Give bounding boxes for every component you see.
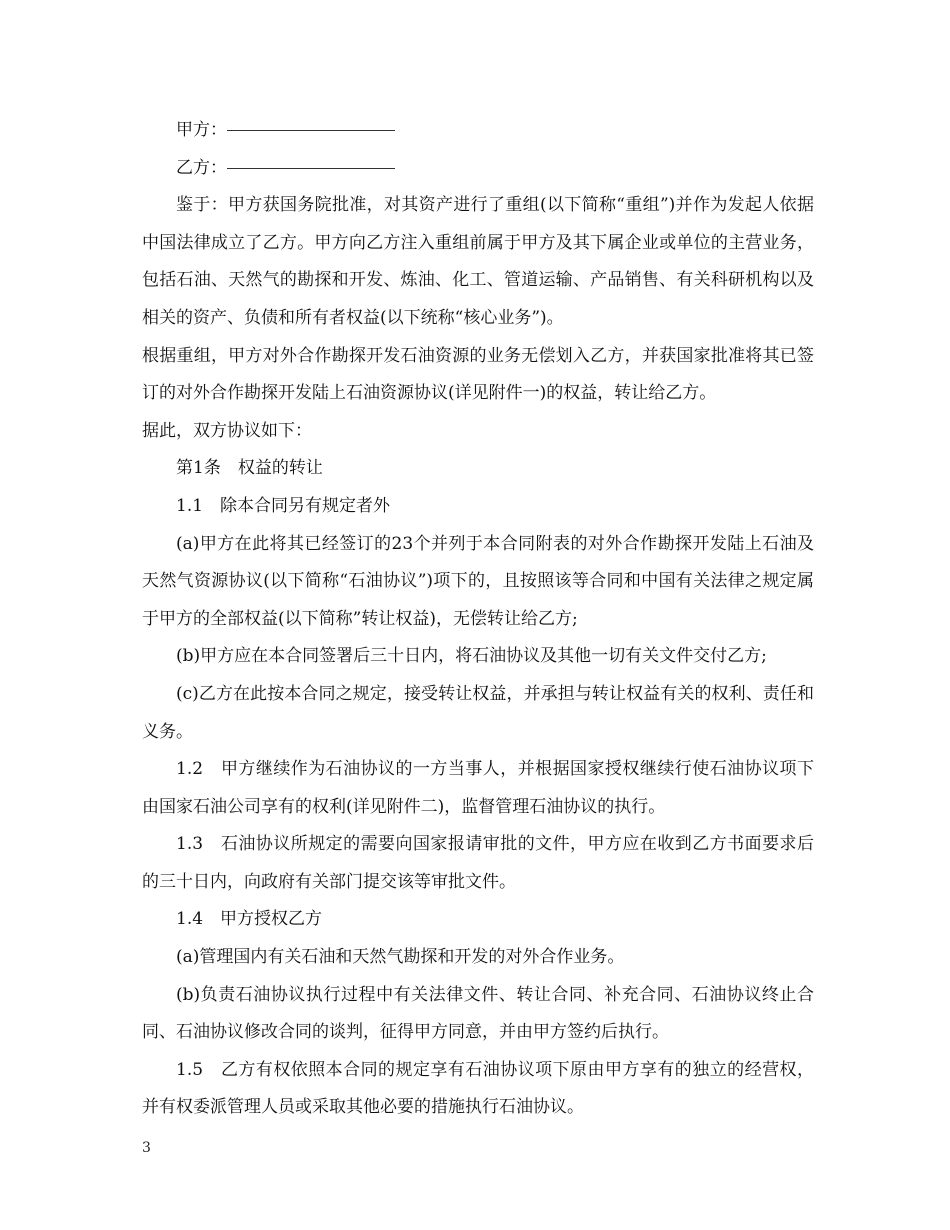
clause-1-1-b: (b)甲方应在本合同签署后三十日内，将石油协议及其他一切有关文件交付乙方; — [176, 646, 767, 667]
clause-1-3: 1.3 石油协议所规定的需要向国家报请审批的文件，甲方应在收到乙方书面要求后的三十日内，向政府有关部门提交该等审批文件。 — [142, 834, 814, 892]
clause-1-4-a: (a)管理国内有关石油和天然气勘探和开发的对外合作业务。 — [176, 947, 625, 968]
clause-1-1-c: (c)乙方在此按本合同之规定，接受转让权益，并承担与转让权益有关的权利、责任和义务。 — [142, 683, 814, 742]
party-a-label: 甲方： — [176, 120, 227, 140]
clause-1-1: 1.1 除本合同另有规定者外 — [176, 495, 391, 516]
party-b-label: 乙方： — [176, 157, 227, 178]
party-a-line — [142, 112, 814, 150]
paragraph-agreement-intro: 据此，双方协议如下： — [142, 420, 312, 441]
party-b-blank — [227, 167, 395, 169]
article-1-heading: 第1条 权益的转让 — [176, 458, 323, 479]
page-number: 3 — [142, 1140, 151, 1156]
clause-1-4-b: (b)负责石油协议执行过程中有关法律文件、转让合同、补充合同、石油协议终止合同、石油协议修改合同的谈判，征得甲方同意，并由甲方签约后执行。 — [142, 984, 814, 1043]
party-a-blank — [227, 129, 395, 131]
clause-1-1-a: (a)甲方在此将其已经签订的23个并列于本合同附表的对外合作勘探开发陆上石油及天然气资源协议(以下简称“石油协议”)项下的，且按照该等合同和中国有关法律之规定属于甲方的全部权益(以下简称”转让权益)，无偿转让给乙方; — [142, 533, 814, 629]
party-b-line — [142, 150, 814, 188]
clause-1-2: 1.2 甲方继续作为石油协议的一方当事人，并根据国家授权继续行使石油协议项下由国家石油公司享有的权利(详见附件二)，监督管理石油协议的执行。 — [142, 759, 814, 817]
paragraph-whereas: 鉴于：甲方获国务院批准，对其资产进行了重组(以下简称“重组”)并作为发起人依据中国法律成立了乙方。甲方向乙方注入重组前属于甲方及其下属企业或单位的主营业务，包括石油、天然气的勘探和开发、炼油、化工、管道运输、产品销售、有关科研机构以及相关的资产、负债和所有者权益(以下统称“核心业务”)。 — [142, 195, 814, 328]
paragraph-restructuring: 根据重组，甲方对外合作勘探开发石油资源的业务无偿划入乙方，并获国家批准将其已签订的对外合作勘探开发陆上石油资源协议(详见附件一)的权益，转让给乙方。 — [142, 345, 814, 404]
clause-1-4: 1.4 甲方授权乙方 — [176, 909, 323, 930]
clause-1-5: 1.5 乙方有权依照本合同的规定享有石油协议项下原由甲方享有的独立的经营权，并有权委派管理人员或采取其他必要的措施执行石油协议。 — [142, 1059, 814, 1118]
document-body — [142, 112, 814, 1127]
